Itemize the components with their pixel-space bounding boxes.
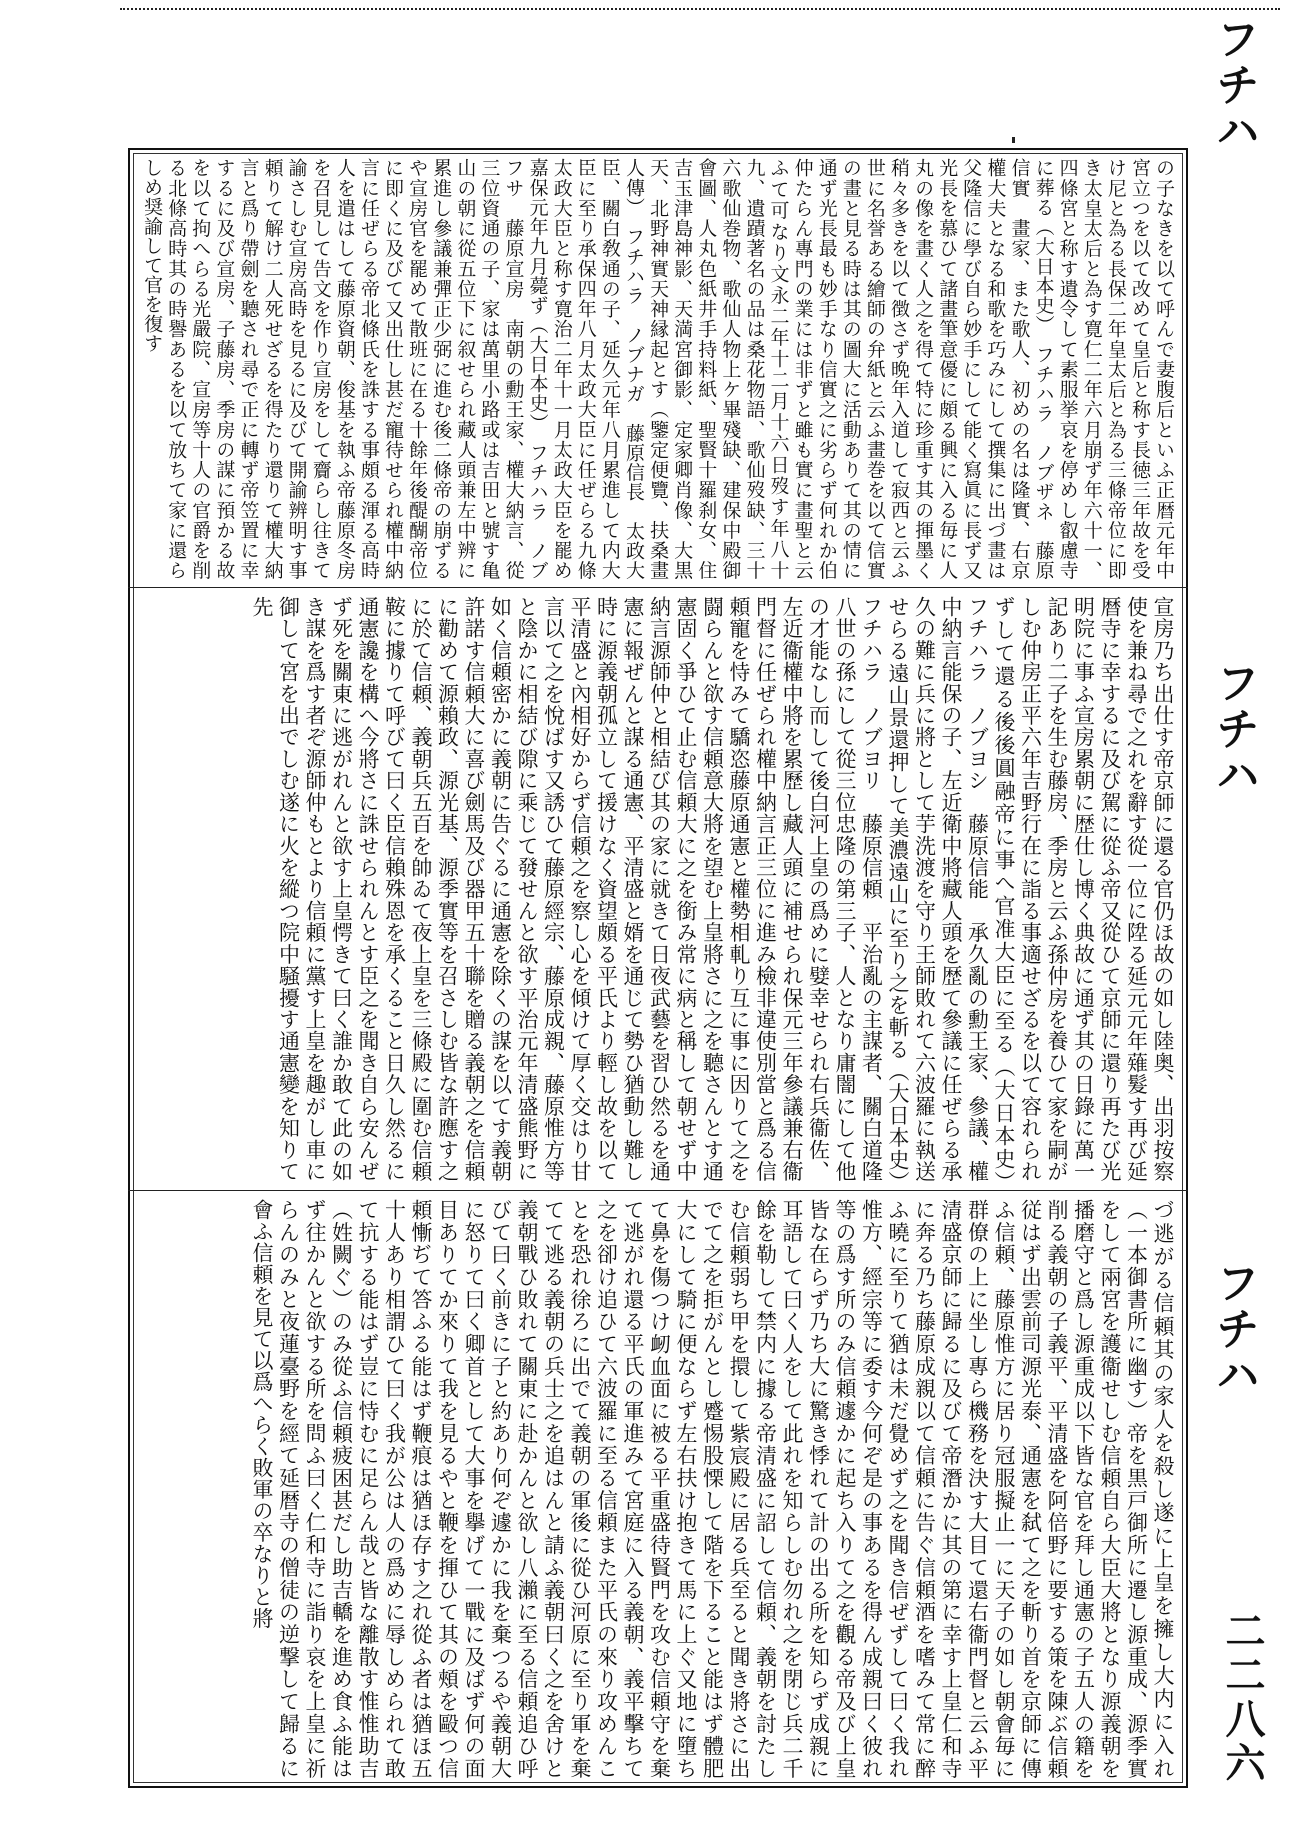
tier-top-paragraph: の子なきを以て呼んで妻腹后といふ正暦元年中宮立つを以て改めて皇后と称す長徳三年故を受け尼と為る長保二年皇太后と為る三條帝位に即き太皇太后と為す寛仁二年六月崩ず年六十一、四條宮と称す遺令して素服挙哀を停めし叡慮寺に葬る（大日本史） フチハラ ノブザネ 藤原信實 畫家、また歌人、初めの名は隆實、右京權大夫となる和歌を巧みにして撰集に出づ畫は父隆信に學び自ら妙手にして能く寫眞に長ず又光長を慕ひて諸畫筆意優に頗る興に入る毎に人丸の像を畫く人之を得て特に珍重す其の揮墨く稍々多きを以て徴さず晩年入道して寂西と云ふ世に名誉ある繪師の弁紙と云ふ畫巻を以て信實の畫と見る時は其の圖大に活動ありて其の情に通ず光長最も妙手なり信實之に劣らず何れか伯仲たらん專門の業には非ずと雖も實に畫聖と云ふて可なり文永二年十二月十六日歿す年八十九、遺蹟著名の品は桑花物語、歌仙歿缺、三十六歌仙巻物、歌仙人物上ケ畢殘缺、建保中殿御會圖、人丸色紙井手持料紙、聖賢十羅刹女、住吉玉津島神影、天満宮御影、定家卿肖像、大黒天、北野神實天神縁起とす（鑒定便覽、扶桑畫人傳） フチハラ ノブナガ 藤原信長 太政大臣、關白敎通の子、延久元年八月累進して内大臣に至り承保四年八月太政大臣に任ぜらる九條太政大臣と称す寛治二年十一月太政大臣を罷め嘉保元年九月薨ず（大日本史） フチハラ ノブフサ 藤原宣房 南朝の勳王家、權大納言、從三位資通の子、家は萬里小路或は吉田と號す亀山の朝に從五位下に叙せられ藏人頭兼左中辨に累進し參議兼彈正少弼に進む後二條帝の崩ずるや宣房官を罷めて散班に在る十餘年後醍醐帝位に即くに及びて又出仕し甚だ寵待せられ權中納言に任ぜらる帝北條氏を誅する事頗る渾る高時人を遣はして藤原資朝、俊基を執ふ帝藤原冬房を召見して告文を作り宣房をして齎らし往きて諭さしむ宣房高時を見るに及びて開諭辨明す事頼りて解け二人死せざるを得たり還りて權大納言と爲り帶劍を聽され尋で正に轉ず帝笠置に幸するに及び宣房、子藤房、季房の謀に預かる故を以て拘へらる光嚴院、宣房等十人の官爵を削る北條高時其の時譽あるを以て放ちて家に還らしめ奨諭して官を復す bbox=[141, 158, 1176, 580]
tier-top bbox=[140, 158, 1176, 580]
tier-bottom-text bbox=[249, 1199, 1177, 1779]
running-head-bottom: フチハ bbox=[1208, 1260, 1259, 1398]
tick-mark bbox=[1012, 137, 1015, 143]
tier-divider-lower bbox=[128, 1190, 1188, 1191]
tier-bottom bbox=[140, 1199, 1176, 1779]
tier-divider-upper bbox=[128, 587, 1188, 588]
tier-top-text bbox=[140, 158, 1176, 580]
top-dotted-rule bbox=[120, 8, 1280, 10]
page-number: 二二八六 bbox=[1219, 1610, 1265, 1786]
tier-middle-text bbox=[249, 596, 1177, 1204]
tier-middle-paragraph: 宣房乃ち出仕す帝京師に還る官仍ほ故の如し陸奥、出羽按察使を兼ね尋で之れを辭す從一位に陞る延元元年薙髮す再び延暦寺に幸するに及び駕に從ふ帝又從ひて京師に還り再たび光明院に事ふ宣房累朝に歴仕し博く典故に通ず其の日錄に萬一記あり二子を生む藤房、季房と云ふ孫仲房を養ひて家を嗣がしむ仲房正平六年吉野行在に詣る事適せざるを以て容れられずして還る後後圓融帝に事へ官准大臣に至る（大日本史） フチハラ ノブヨシ 藤原信能 承久亂の勳王家、參議、權中納言能保の子、左近衛中將藏人頭を歴て參議に任ぜらる承久の難に兵に將として芋洗渡を守り王師敗れて六波羅に執送せらる遠山景還押して美濃遠山に至り之を斬る（大日本史） フチハラ ノブヨリ 藤原信頼 平治亂の主謀者、關白道隆八世の孫にして從三位忠隆の第三子、人となり庸闇にして他の才能なし而して後白河上皇の爲めに嬖幸せられ右兵衞佐、左近衞權中將を累歷し藏人頭に補せられ保元三年參議兼右衞門督に任ぜられ權中納言正三位に進み檢非違使別當と爲る信頼寵を恃みて驕恣藤原通憲と權勢相軋り互に事に因りて之を闘らんと欲す信頼意大將を望む上皇將さに之を聽さんとす通憲固く爭ひて止む信頼大に之を銜み常に病と稱して朝せず中納言源師仲と相結び其の家に就きて日夜武藝を習ひ然るを通憲に報ぜんと謀る通憲、平清盛と婿を通じて勢ひ猶動し難し時に源義朝孤立して援けなく資望頗る平氏より輕し故を以て平清盛と內相好からず信頼之を察し心を傾けて厚く交はり甘言以て之を悅ばす又誘ひて藤原經宗、藤原成親、藤原惟方等と陰かに相結び隙に乘じて發せんと欲す平治元年清盛熊野に如く信頼密かに義朝に告ぐるに通憲を除くの謀を以てす義朝許諾す信頼大に喜び劍馬及び器甲五十聯を贈る義朝之を信頼に勸めて源賴政、源光基、源季實等を召さしむ皆な許應す之に於て信頼、義朝兵五百を帥ゐて夜上皇を三條殿に圍む信頼鞍に據りて呼びて曰く臣信賴殊恩を承くること日久し然るに通憲讒を構へ今將さに誅せられんとす臣之を聞き自ら安んぜず死を關東に逃がれんと欲す上皇愕きて曰く誰か敢て此の如き謀を爲す者ぞ源師仲もとより信頼に黨す上皇を趣がし車に御して宮を出でしむ遂に火を縱つ院中騒擾す通憲變を知りて先 bbox=[250, 596, 1175, 1204]
tier-middle bbox=[140, 596, 1176, 1204]
running-head-top: フチハ bbox=[1208, 16, 1259, 154]
running-head-middle: フチハ bbox=[1208, 660, 1259, 798]
tier-bottom-paragraph: づ逃がる信頼其の家人を殺し遂に上皇を擁し大内に入れ（一本御書所に幽す）帝を黒戸御所に遷し源重成、源季實をして兩宮を護衞せしむ信頼自ら大臣大將となり源義朝を播磨守と爲し源重成以下皆な官を拜し通憲の子五人の籍を削る義朝の子義平、平清盛を阿倍野に要する策を陳ぶ信頼従はず出雲前司源光泰、通憲を弑て之を斬り首を京師に傳ふ信頼、藤原惟方に居り冠服擬止一に天子の如し朝會毎に群僚の上に坐し專ら機務を決す大目て還右衞門督と云ふ平清盛京師に歸るに及びて帝潛かに其の第に幸す上皇仁和寺に奔る乃ち藤原成親以て信頼に告ぐ信頼酒を嗜みて常に醉ふ曉に至りて猶は未だ覺めず之を聞き信ぜずして曰く我れ惟方、經宗等に委す今何ぞ是の事あるを得ん成親曰く彼れ等の爲す所のみ信頼遽かに起ち入りて之を觀る帝及び上皇皆な在らず乃ち大に驚き悸れて計の出る所を知らず成親に耳語して曰く人をして此れを知らしむ勿れ之を閉じ兵二千餘を勒して禁内に據る帝清盛に詔して信頼、義朝を討たしむ信頼弱ち甲を擐して紫宸殿に居る兵至ると聞き將さに出でて之を拒がんとし蹙惕股慄して階を下ること能はず體肥大にして騎に便ならず左右扶け抱きて馬に上ぐ又地に墮ちて鼻を傷つけ衂血面に被る平重盛待賢門を攻む信頼守を棄て逃がれ還る平氏の軍進みて宮庭に入る義朝、義平擊ちて之を卻け追ひて六波羅に至る信頼また平氏の來り攻めんことを恐れ徐ろに出でて義朝の軍後に從ひ河原に至り軍を棄てて逃る義朝の兵士之を追はんと請ふ義朝曰く之を舍けと義朝戰ひ敗れて關東に赴かんと欲し八瀨に至る信頼追ひ呼びて曰く前きに子と約あり何ぞ遽かに我を棄つるや義朝大に怒りて曰く卿首として大事を擧げて一戰に及ばず何の面目ありてか來りて我を見るやと鞭を揮ひて其の頰を毆つ信頼慚ぢて答ふる能はず鞭痕は猶ほ存す之れ從ふ者は猶ほ五十人あり相謂ひて曰く我が公は人の爲めに辱しめられて敢て抗する能はず豈に恃むに足らん哉と皆な離散す惟惟助吉（姓闕ぐ）のみ從ふ信頼疲困甚だし助吉轎を進め食ふ能はず往かんと欲する所を問ふ曰く仁和寺に詣り哀を上皇に祈らんのみと夜蓮臺野を經て延暦寺の僧徒の逆撃して歸るに會ふ信頼を見て以爲へらく敗軍の卒なりと將 bbox=[250, 1199, 1175, 1779]
